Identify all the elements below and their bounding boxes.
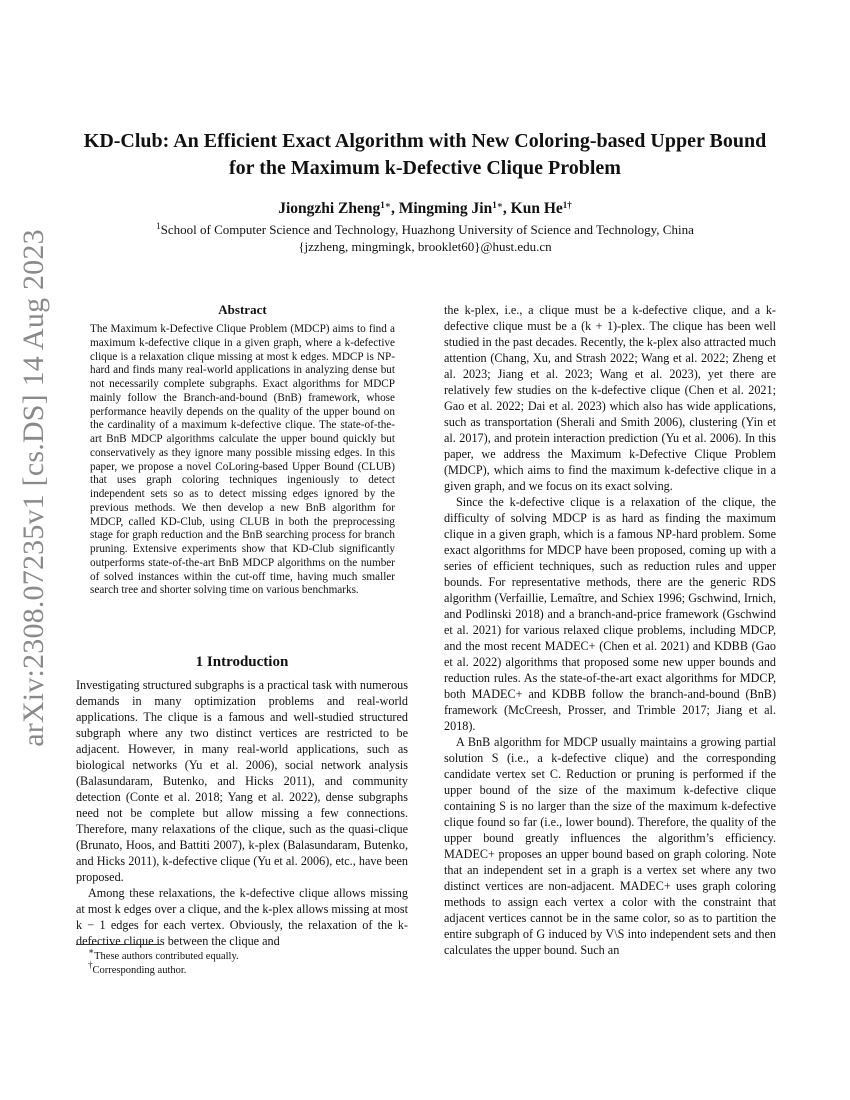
author-mark: 1† <box>562 200 572 210</box>
arxiv-identifier-text: arXiv:2308.07235v1 [cs.DS] 14 Aug 2023 <box>17 229 51 747</box>
affiliation-block <box>60 222 790 255</box>
affiliation-institution: School of Computer Science and Technology, Huazhong University of Science and Technology, China <box>160 222 694 237</box>
abstract-heading: Abstract <box>218 302 267 317</box>
body-paragraph: A BnB algorithm for MDCP usually maintains a growing partial solution S (i.e., a k-defective clique) and the corresponding candidate vertex set C. Reduction or pruning is performed if the upper bound of the size of the maximum k-defective clique containing S is no larger than the size of the maximum k-defective clique found so far (i.e., lower bound). Therefore, the quality of the upper bound greatly influences the algorithm’s efficiency. MADEC+ proposes an upper bound based on graph coloring. Note that an independent set in a graph is a vertex set where any two distinct vertices are non-adjacent. MADEC+ uses graph coloring methods to assign each vertex a color with the constraint that adjacent vertices cannot be in the same color, so as to partition the entire subgraph of G induced by V\S into independent sets and then calculates the upper bound. Such an <box>444 735 776 957</box>
footnotes <box>76 946 408 978</box>
author-name: Kun He <box>510 200 563 217</box>
author-emails: {jzzheng, mingmingk, brooklet60}@hust.edu.cn <box>298 238 552 254</box>
left-column-body <box>76 677 408 949</box>
title-line-1: KD-Club: An Efficient Exact Algorithm with New Coloring-based Upper Bound <box>83 130 767 152</box>
abstract-text: The Maximum k-Defective Clique Problem (MDCP) aims to find a maximum k-defective clique in a given graph, where a k-defective clique is a relaxation clique missing at most k edges. MDCP is NP-hard and finds many real-world applications in analyzing dense but not necessarily complete subgraphs. Exact algorithms for MDCP mainly follow the Branch-and-bound (BnB) framework, whose performance heavily depends on the quality of the upper bound on the cardinality of a maximum k-defective clique. The state-of-the-art BnB MDCP algorithms calculate the upper bound quickly but conservatively as they ignore many possible missing edges. In this paper, we propose a novel CoLoring-based Upper Bound (CLUB) that uses graph coloring techniques ingeniously to detect independent sets so as to detect missing edges ignored by the previous methods. We then develop a new BnB algorithm for MDCP, called KD-Club, using CLUB in both the preprocessing stage for graph reduction and the BnB searching process for branch pruning. Extensive experiments show that KD-Club significantly outperforms state-of-the-art BnB MDCP algorithms on the number of solved instances within the cut-off time, having much smaller search tree and shorter solving time on various benchmarks. <box>90 323 395 597</box>
body-paragraph: Investigating structured subgraphs is a practical task with numerous demands in many optimization problems and real-world applications. The clique is a famous and well-studied structured subgraph where any two distinct vertices are restricted to be adjacent. However, in many real-world applications, such as biological networks (Yu et al. 2006), social network analysis (Balasundaram, Butenko, and Hicks 2011), and community detection (Conte et al. 2018; Yang et al. 2022), dense subgraphs need not be complete but allow missing a few connections. Therefore, many relaxations of the clique, such as the quasi-clique (Brunato, Hoos, and Battiti 2007), k-plex (Balasundaram, Butenko, and Hicks 2011), k-defective clique (Yu et al. 2006), etc., have been proposed. <box>76 678 408 884</box>
body-paragraph: Since the k-defective clique is a relaxation of the clique, the difficulty of solving MDCP is as hard as finding the maximum clique in a given graph, which is a famous NP-hard problem. Some exact algorithms for MDCP have been proposed, coming up with a series of efficient techniques, such as reduction rules and upper bounds. For representative methods, there are the generic RDS algorithm (Verfaillie, Lemaître, and Schiex 1996; Gschwind, Irnich, and Podlinski 2018) and a branch-and-price framework (Gschwind et al. 2021) for various relaxed clique problems, including MDCP, and the most recent MADEC+ (Chen et al. 2021) and KDBB (Gao et al. 2022) algorithms that proposed some new upper bounds and reduction rules. As the state-of-the-art exact algorithms for MDCP, both MADEC+ and KDBB follow the branch-and-bound (BnB) framework (McCreesh, Prosser, and Trimble 2017; Jiang et al. 2018). <box>444 495 776 733</box>
author-name: Mingming Jin <box>398 200 493 217</box>
author-list: Jiongzhi Zheng$^{1∗}$, Mingming Jin$^{1∗}$, Kun $He^{1\dagger}$ <box>278 200 572 217</box>
footnote-text: These authors contributed equally. <box>94 951 239 962</box>
body-paragraph: Among these relaxations, the k-defective clique allows missing at most k edges over a clique, and the k-plex allows missing at most k − 1 edges for each vertex. Obviously, the relaxation of the k-defective clique is between the clique and <box>76 886 408 948</box>
section-heading-introduction: 1 Introduction <box>195 654 289 670</box>
title-line-2: for the Maximum k-Defective Clique Problem <box>229 157 621 179</box>
footnote-divider <box>76 944 161 945</box>
paper-title <box>60 128 790 182</box>
footnote-corresponding-author <box>76 960 408 978</box>
author-name: Jiongzhi Zheng <box>278 200 381 217</box>
author-mark: 1∗ <box>492 200 503 210</box>
footnote-mark: † <box>88 960 93 970</box>
footnote-text: Corresponding author. <box>92 965 187 976</box>
body-paragraph: the k-plex, i.e., a clique must be a k-defective clique, and a k-defective clique must be a (k + 1)-plex. The clique has been well studied in the past decades. Recently, the k-plex also attracted much attention (Chang, Xu, and Strash 2022; Wang et al. 2022; Zheng et al. 2023; Jiang et al. 2023; Wang et al. 2023), yet there are relatively few studies on the k-defective clique (Chen et al. 2021; Gao et al. 2022; Dai et al. 2023) which also has wide applications, such as transportation (Sherali and Smith 2006), clustering (Yin et al. 2017), and protein interaction prediction (Yu et al. 2006). In this paper, we address the Maximum k-Defective Clique Problem (MDCP), which aims to find the maximum k-defective clique in a given graph, and we focus on its exact solving. <box>444 303 776 493</box>
author-mark: 1∗ <box>380 200 391 210</box>
affiliation-mark: 1 <box>156 221 161 231</box>
footnote-mark: ∗ <box>88 946 95 956</box>
affiliation-line <box>60 222 790 239</box>
footnote-equal-contribution <box>76 946 408 964</box>
arxiv-identifier-stamp <box>8 229 60 747</box>
right-column-body <box>444 302 776 958</box>
